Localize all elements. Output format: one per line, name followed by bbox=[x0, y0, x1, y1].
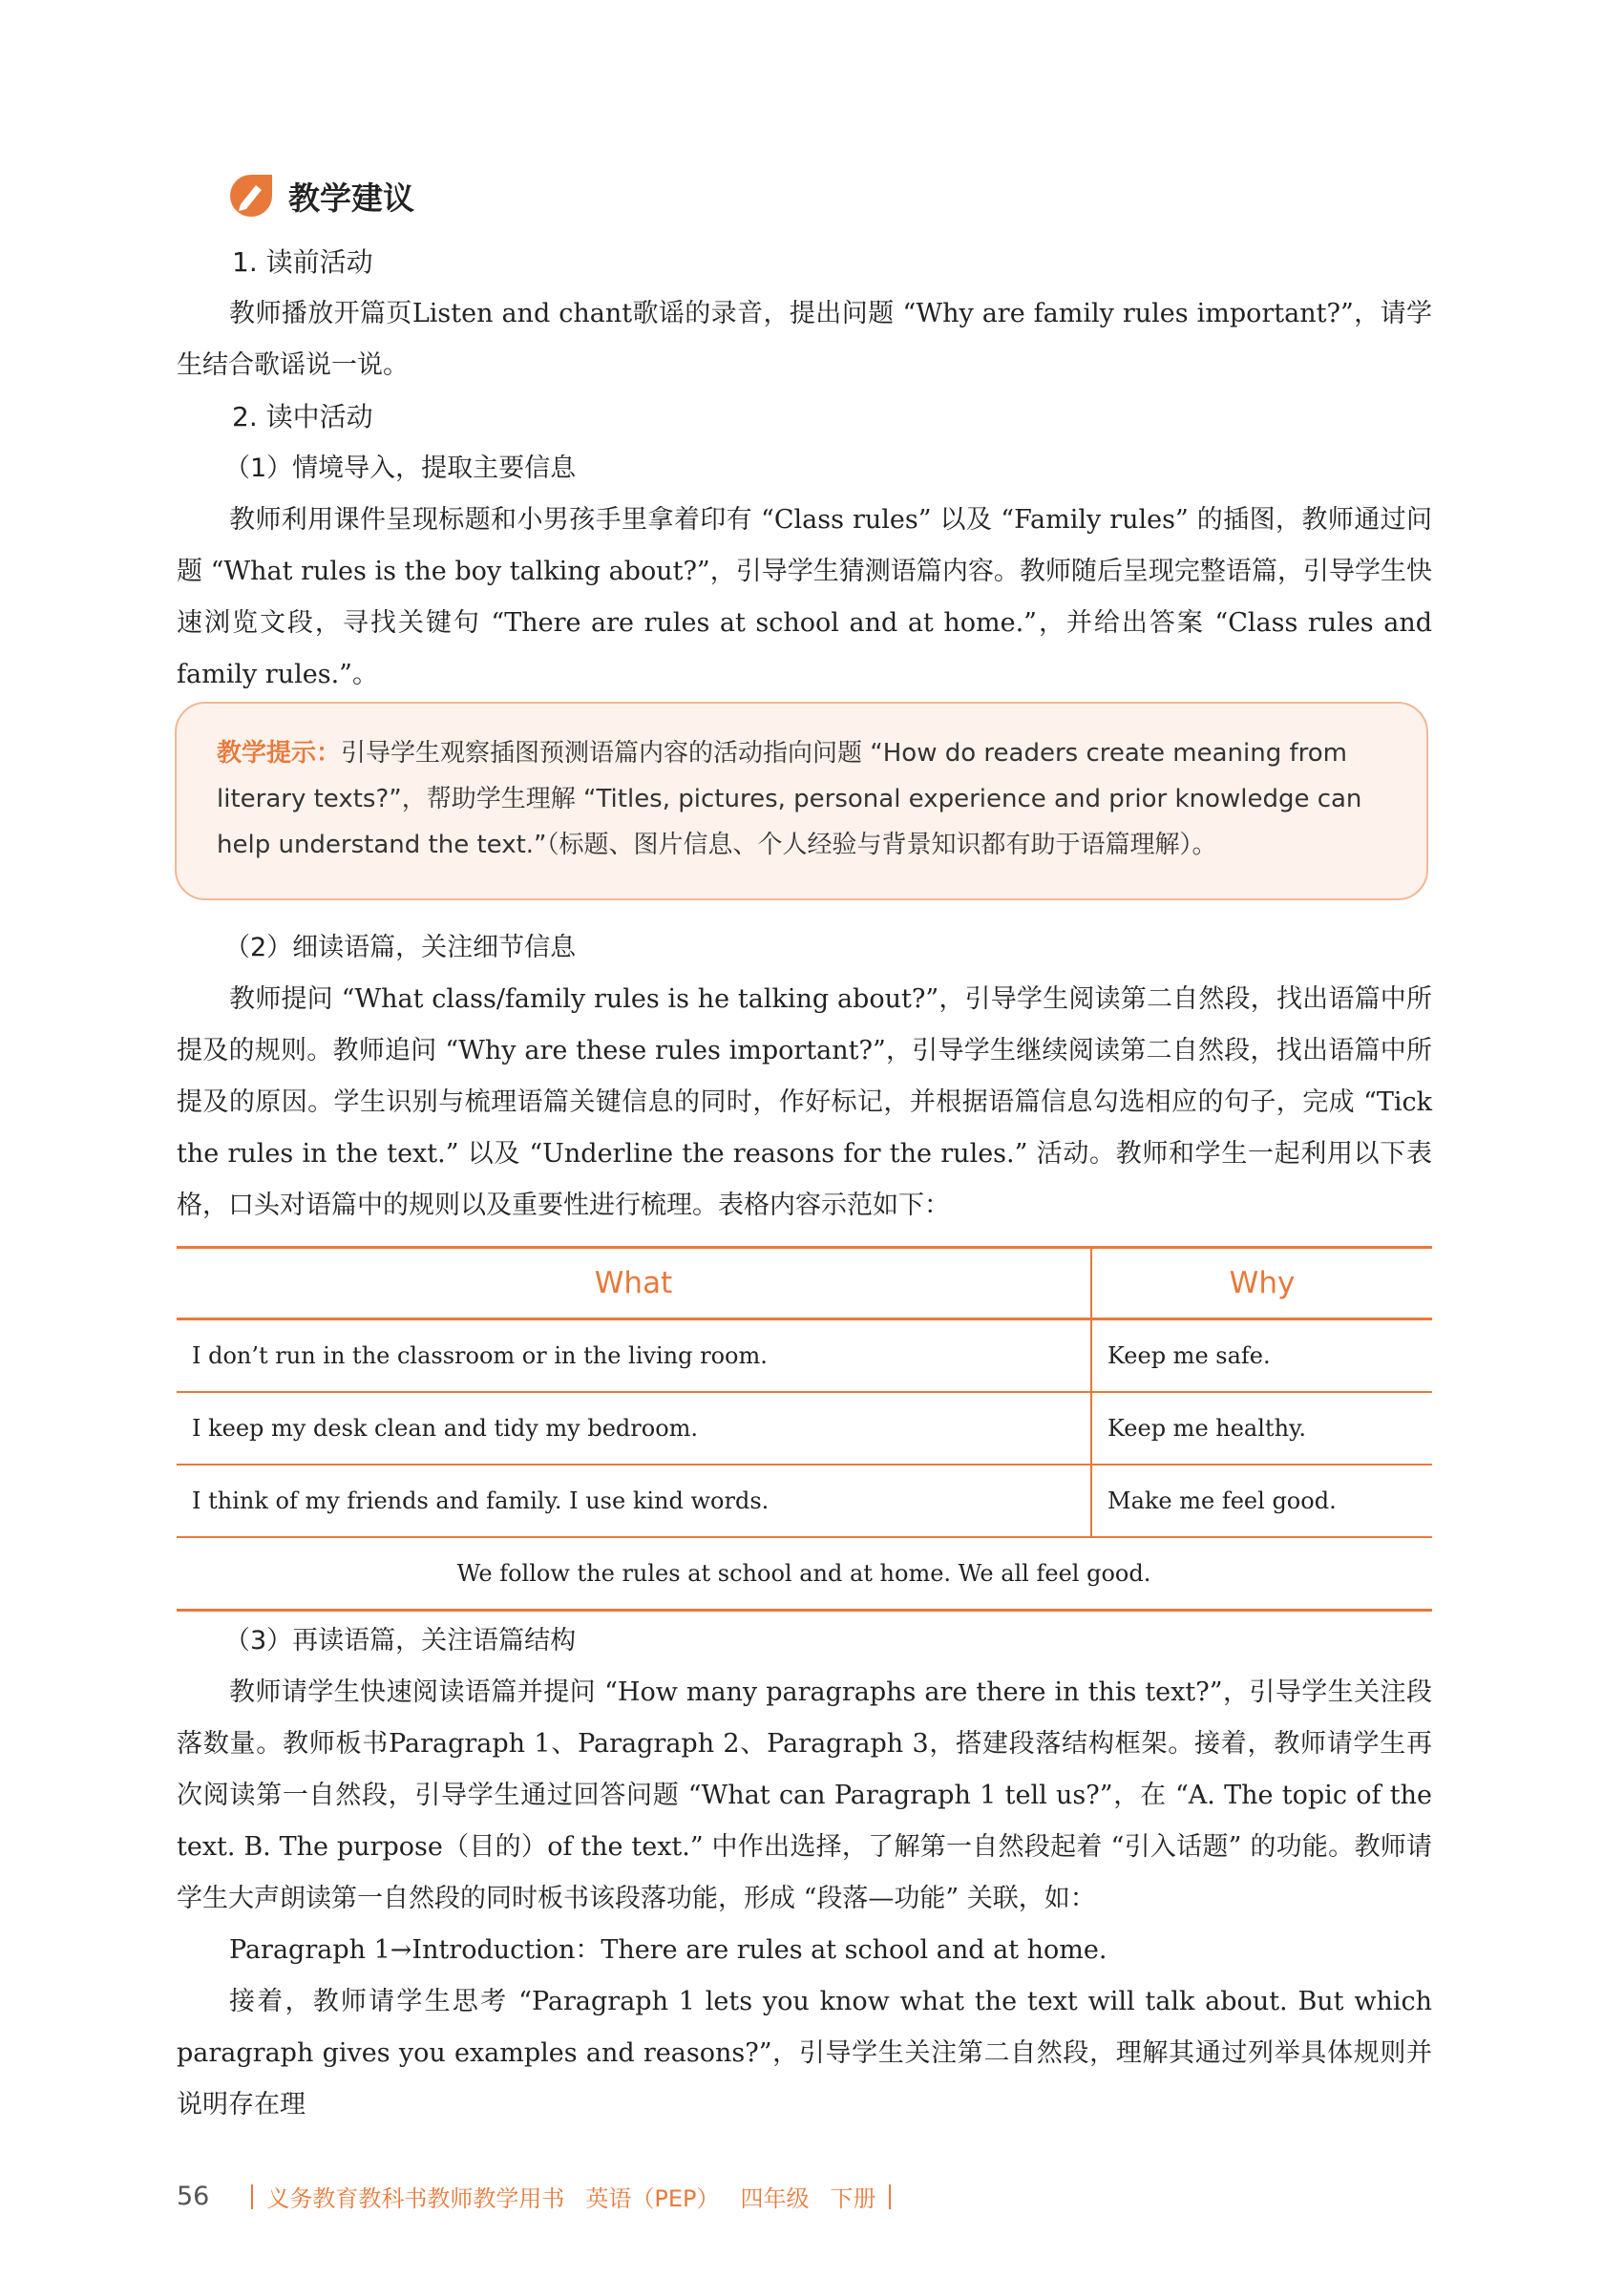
detail-reading-section bbox=[177, 922, 1432, 1232]
tip-label: 教学提示： bbox=[217, 739, 342, 768]
table-row bbox=[177, 1465, 1432, 1537]
rules-table bbox=[177, 1246, 1432, 1612]
footer-divider bbox=[251, 2184, 253, 2209]
footer-divider bbox=[889, 2184, 891, 2209]
cell-why: Keep me healthy. bbox=[1091, 1392, 1432, 1465]
paragraph-pre-reading: 教师播放开篇页Listen and chant歌谣的录音，提出问题 “Why are family rules important?”，请学生结合歌谣说一说。 bbox=[177, 299, 1432, 380]
page-footer bbox=[177, 2180, 904, 2213]
cell-what: I keep my desk clean and tidy my bedroom. bbox=[177, 1392, 1091, 1465]
structure-reading-section bbox=[177, 1615, 1432, 2131]
teaching-tip-box bbox=[175, 702, 1428, 900]
heading-while-reading: 2. 读中活动 bbox=[232, 401, 373, 432]
subheading-structure-reading: （3）再读语篇，关注语篇结构 bbox=[224, 1626, 577, 1656]
cell-what: I don’t run in the classroom or in the living room. bbox=[177, 1319, 1091, 1393]
footer-grade: 四年级 bbox=[740, 2185, 810, 2212]
tip-text: 引导学生观察插图预测语篇内容的活动指向问题 “How do readers create meaning from literary texts?”，帮助学生理解 “Titles, pictures, personal experience and prior knowledge can help understand the text.”（标题、图片信息、个人经验与背景知识都有助于语篇理解）。 bbox=[217, 739, 1362, 859]
footer-book-title: 义务教育教科书教师教学用书 bbox=[266, 2185, 565, 2212]
pre-reading-section bbox=[177, 237, 1432, 701]
section-title: 教学建议 bbox=[288, 179, 414, 217]
pencil-badge-icon bbox=[227, 172, 275, 220]
table-footer-row bbox=[177, 1537, 1432, 1611]
section-header bbox=[227, 172, 414, 220]
subheading-context-intro: （1）情境导入，提取主要信息 bbox=[224, 453, 577, 483]
table-header-row bbox=[177, 1248, 1432, 1319]
paragraph-context-intro: 教师利用课件呈现标题和小男孩手里拿着印有 “Class rules” 以及 “Family rules” 的插图，教师通过问题 “What rules is the boy talking about?”，引导学生猜测语篇内容。教师随后呈现完整语篇，引导学生快速浏览文段，寻找关键句 “There are rules at school and at home.”，并给出答案 “Class rules and family rules.”。 bbox=[177, 505, 1432, 689]
table-row bbox=[177, 1319, 1432, 1393]
subheading-detail-reading: （2）细读语篇，关注细节信息 bbox=[224, 933, 577, 962]
column-header-why: Why bbox=[1091, 1248, 1432, 1319]
paragraph-example: Paragraph 1→Introduction：There are rules at school and at home. bbox=[229, 1935, 1107, 1965]
paragraph-continuation: 接着，教师请学生思考 “Paragraph 1 lets you know what the text will talk about. But which paragraph gives you examples and reasons?”，引导学生关注第二自然段，理解其通过列举具体规则并说明存在理 bbox=[177, 1987, 1432, 2120]
table-footer-cell: We follow the rules at school and at home. We all feel good. bbox=[177, 1537, 1432, 1611]
cell-why: Make me feel good. bbox=[1091, 1465, 1432, 1537]
paragraph-structure-reading: 教师请学生快速阅读语篇并提问 “How many paragraphs are there in this text?”，引导学生关注段落数量。教师板书Paragraph 1、Paragraph 2、Paragraph 3，搭建段落结构框架。接着，教师请学生再次阅读第一自然段，引导学生通过回答问题 “What can Paragraph 1 tell us?”，在 “A. The topic of the text. B. The purpose（目的）of the text.” 中作出选择，了解第一自然段起着 “引入话题” 的功能。教师请学生大声朗读第一自然段的同时板书该段落功能，形成 “段落—功能” 关联，如： bbox=[177, 1677, 1432, 1913]
heading-pre-reading: 1. 读前活动 bbox=[232, 246, 373, 278]
cell-what: I think of my friends and family. I use kind words. bbox=[177, 1465, 1091, 1537]
cell-why: Keep me safe. bbox=[1091, 1319, 1432, 1393]
footer-subject: 英语（PEP） bbox=[585, 2185, 720, 2212]
page-number: 56 bbox=[177, 2182, 210, 2211]
footer-volume: 下册 bbox=[830, 2185, 876, 2212]
paragraph-detail-reading: 教师提问 “What class/family rules is he talking about?”，引导学生阅读第二自然段，找出语篇中所提及的规则。教师追问 “Why are these rules important?”，引导学生继续阅读第二自然段，找出语篇中所提及的原因。学生识别与梳理语篇关键信息的同时，作好标记，并根据语篇信息勾选相应的句子，完成 “Tick the rules in the text.” 以及 “Underline the reasons for the rules.” 活动。教师和学生一起利用以下表格，口头对语篇中的规则以及重要性进行梳理。表格内容示范如下： bbox=[177, 984, 1432, 1220]
table-row bbox=[177, 1392, 1432, 1465]
column-header-what: What bbox=[177, 1248, 1091, 1319]
